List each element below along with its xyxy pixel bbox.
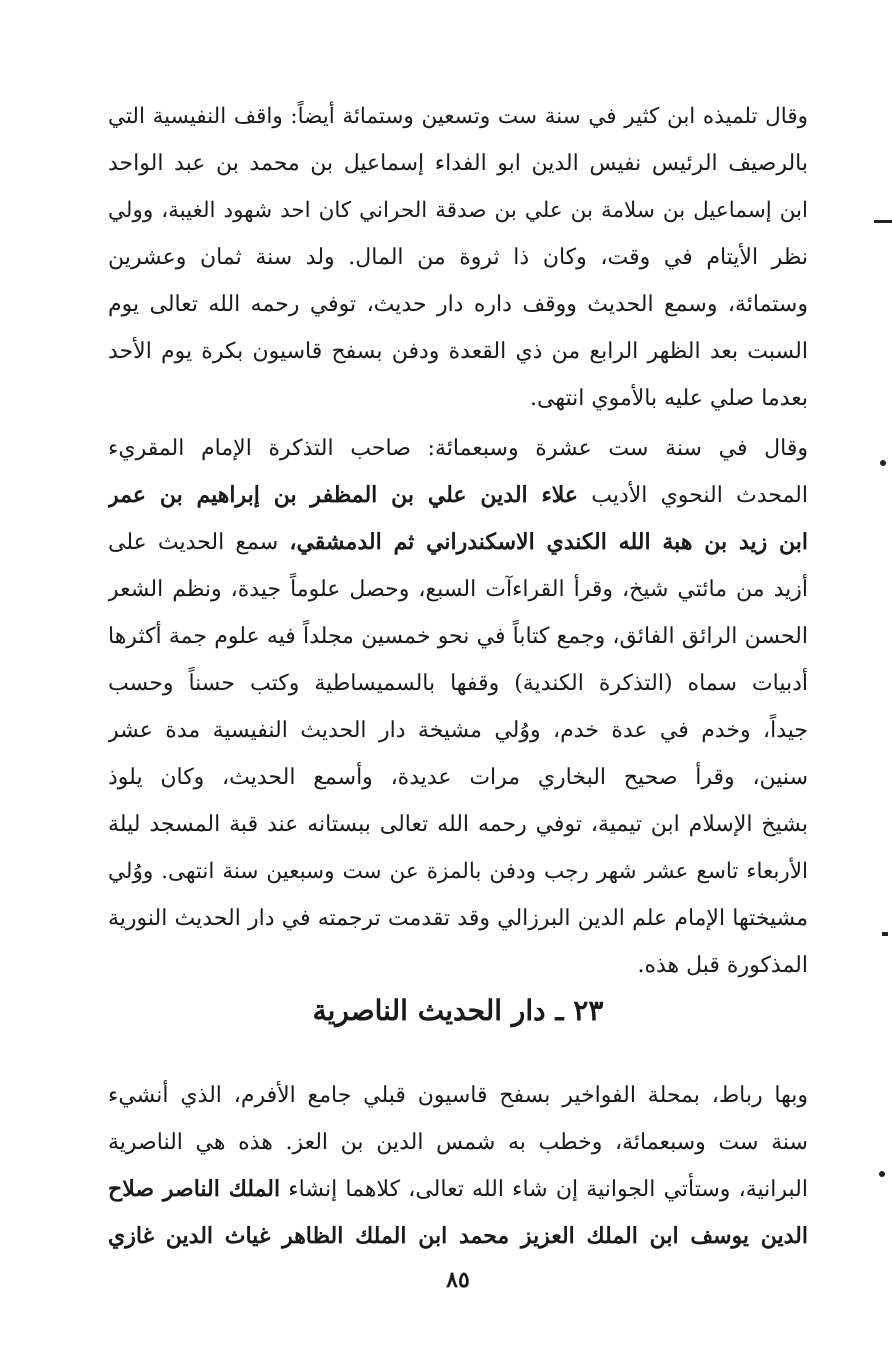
text-line: سنة ست وسبعمائة، وخطب به شمس الدين بن العز. هذه هي الناصرية	[108, 1130, 808, 1155]
text-run: سمع الحديث على	[108, 530, 290, 555]
bold-name-run: الملك الناصر صلاح	[108, 1176, 281, 1202]
text-line: المذكورة قبل هذه.	[637, 953, 808, 978]
text-line: الحسن الرائق الفائق، وجمع كتاباً في نحو خمسين مجلداً فيه علوم جمة أكثرها	[108, 624, 808, 649]
text-line	[108, 472, 808, 519]
text-line: جيداً، وخدم في عدة خدم، ووُلي مشيخة دار الحديث النفيسية مدة عشر	[108, 718, 808, 743]
page-number: ٨٥	[446, 1267, 470, 1293]
text-line: بعدما صلي عليه بالأموي انتهى.	[530, 386, 808, 411]
margin-mark	[874, 220, 892, 223]
bold-name-run: ابن زيد بن هبة الله الكندي الاسكندراني ثم الدمشقي،	[289, 529, 808, 555]
text-line: الدين يوسف ابن الملك العزيز محمد ابن الملك الظاهر غياث الدين غازي	[108, 1223, 808, 1249]
paragraph-nasiriyya-description	[108, 1072, 808, 1260]
text-line	[108, 1166, 808, 1213]
margin-mark	[882, 932, 888, 936]
text-line: الأربعاء تاسع عشر شهر رجب ودفن بالمزة عن ست وسبعين سنة انتهى. ووُلي	[108, 859, 808, 884]
text-line: بالرصيف الرئيس نفيس الدين ابو الفداء إسماعيل بن محمد بن عبد الواحد	[108, 151, 808, 176]
text-line: سنين، وقرأ صحيح البخاري مرات عديدة، وأسمع الحديث، وكان يلوذ	[108, 765, 808, 790]
text-run: المحدث النحوي الأديب	[578, 483, 808, 508]
bold-name-run: علاء الدين علي بن المظفر بن إبراهيم بن عمر	[108, 482, 579, 508]
paragraph-ibn-kathir-quote	[108, 93, 808, 422]
text-line: ابن إسماعيل بن سلامة بن علي بن صدقة الحراني كان احد شهود الغيبة، وولي	[108, 198, 808, 223]
text-line: بشيخ الإسلام ابن تيمية، توفي رحمه الله تعالى ببستانه عند قبة المسجد ليلة	[108, 812, 808, 837]
section-heading: ٢٣ ـ دار الحديث الناصرية	[312, 994, 604, 1027]
text-line: وقال تلميذه ابن كثير في سنة ست وتسعين وستمائة أيضاً: واقف النفيسية التي	[108, 104, 808, 129]
text-line: السبت بعد الظهر الرابع من ذي القعدة ودفن بسفح قاسيون بكرة يوم الأحد	[108, 339, 808, 364]
text-line: مشيختها الإمام علم الدين البرزالي وقد تقدمت ترجمته في دار الحديث النورية	[108, 906, 808, 931]
paragraph-tadhkira-author	[108, 425, 808, 989]
text-line: نظر الأيتام في وقت، وكان ذا ثروة من المال. ولد سنة ثمان وعشرين	[108, 245, 808, 270]
margin-mark	[879, 1171, 885, 1177]
text-line: وقال في سنة ست عشرة وسبعمائة: صاحب التذكرة الإمام المقريء	[108, 436, 808, 461]
text-line: وبها رباط، بمحلة الفواخير بسفح قاسيون قبلي جامع الأفرم، الذي أنشيء	[108, 1083, 808, 1108]
text-line: أدبيات سماه (التذكرة الكندية) وقفها بالسميساطية وكتب حسناً وحسب	[108, 671, 808, 696]
text-line: وستمائة، وسمع الحديث ووقف داره دار حديث، توفي رحمه الله تعالى يوم	[108, 292, 808, 317]
margin-mark	[880, 460, 886, 466]
text-line: أزيد من مائتي شيخ، وقرأ القراءآت السبع، وحصل علوماً جيدة، ونظم الشعر	[108, 577, 808, 602]
text-line	[108, 519, 808, 566]
text-run: البرانية، وستأتي الجوانية إن شاء الله تعالى، كلاهما إنشاء	[280, 1177, 808, 1202]
